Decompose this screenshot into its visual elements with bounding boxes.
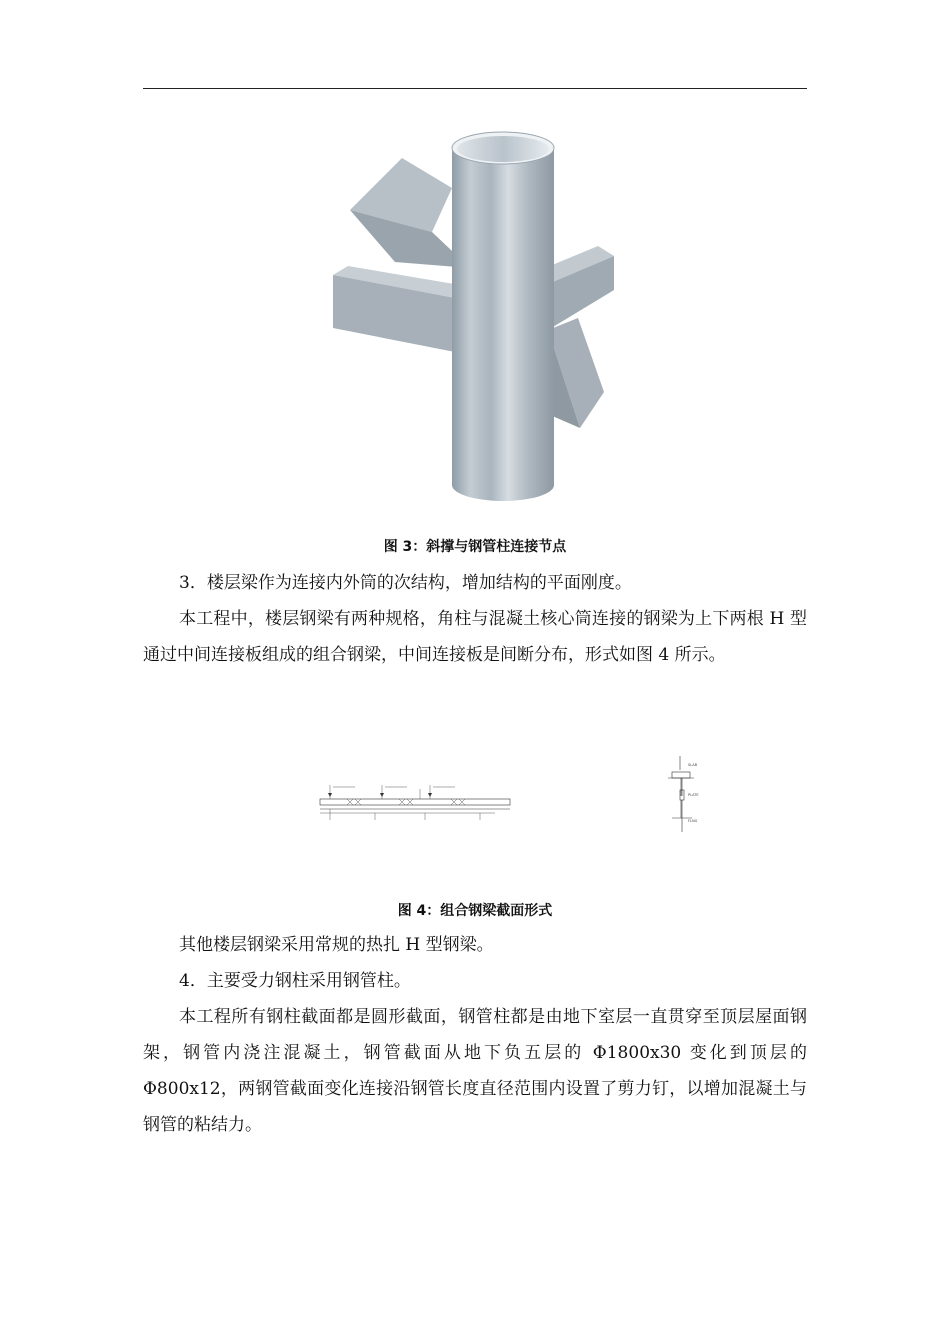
right-beam <box>545 246 614 330</box>
header-rule <box>143 88 807 89</box>
paragraph-beam-specs: 本工程中，楼层钢梁有两种规格，角柱与混凝土核心筒连接的钢梁为上下两根 H 型通过中间连接板组成的组合钢梁，中间连接板是间断分布，形式如图 4 所示。 <box>143 609 807 665</box>
paragraph-column-sections: 本工程所有钢柱截面都是圆形截面，钢管柱都是由地下室层一直贯穿至顶层屋面钢架，钢管内浇注混凝土，钢管截面从地下负五层的 Φ1800x30 变化到顶层的 Φ800x12，两钢管截面变化连接沿钢管长度直径范围内设置了剪力钉，以增加混凝土与钢管的粘结力。 <box>143 1007 807 1135</box>
label-flange: FLNG <box>688 819 698 823</box>
figure-3-column-brace-node <box>300 120 650 520</box>
paragraph-other-beams: 其他楼层钢梁采用常规的热扎 H 型钢梁。 <box>179 935 494 955</box>
label-plate: PLATE <box>688 793 699 797</box>
figure-4-caption: 图 4：组合钢梁截面形式 <box>397 903 553 919</box>
paragraph-steel-columns: 4．主要受力钢柱采用钢管柱。 <box>179 971 411 991</box>
label-slab: SLAB <box>688 763 698 767</box>
left-beam <box>333 266 460 352</box>
paragraph-floor-beams: 3．楼层梁作为连接内外筒的次结构，增加结构的平面刚度。 <box>179 573 632 593</box>
lower-right-brace <box>548 318 604 428</box>
figure-4-beam-elevation <box>315 775 515 825</box>
figure-4-beam-cross-section <box>660 752 720 832</box>
figure-3-caption: 图 3：斜撑与钢管柱连接节点 <box>383 539 567 555</box>
steel-tube-column <box>452 132 554 501</box>
